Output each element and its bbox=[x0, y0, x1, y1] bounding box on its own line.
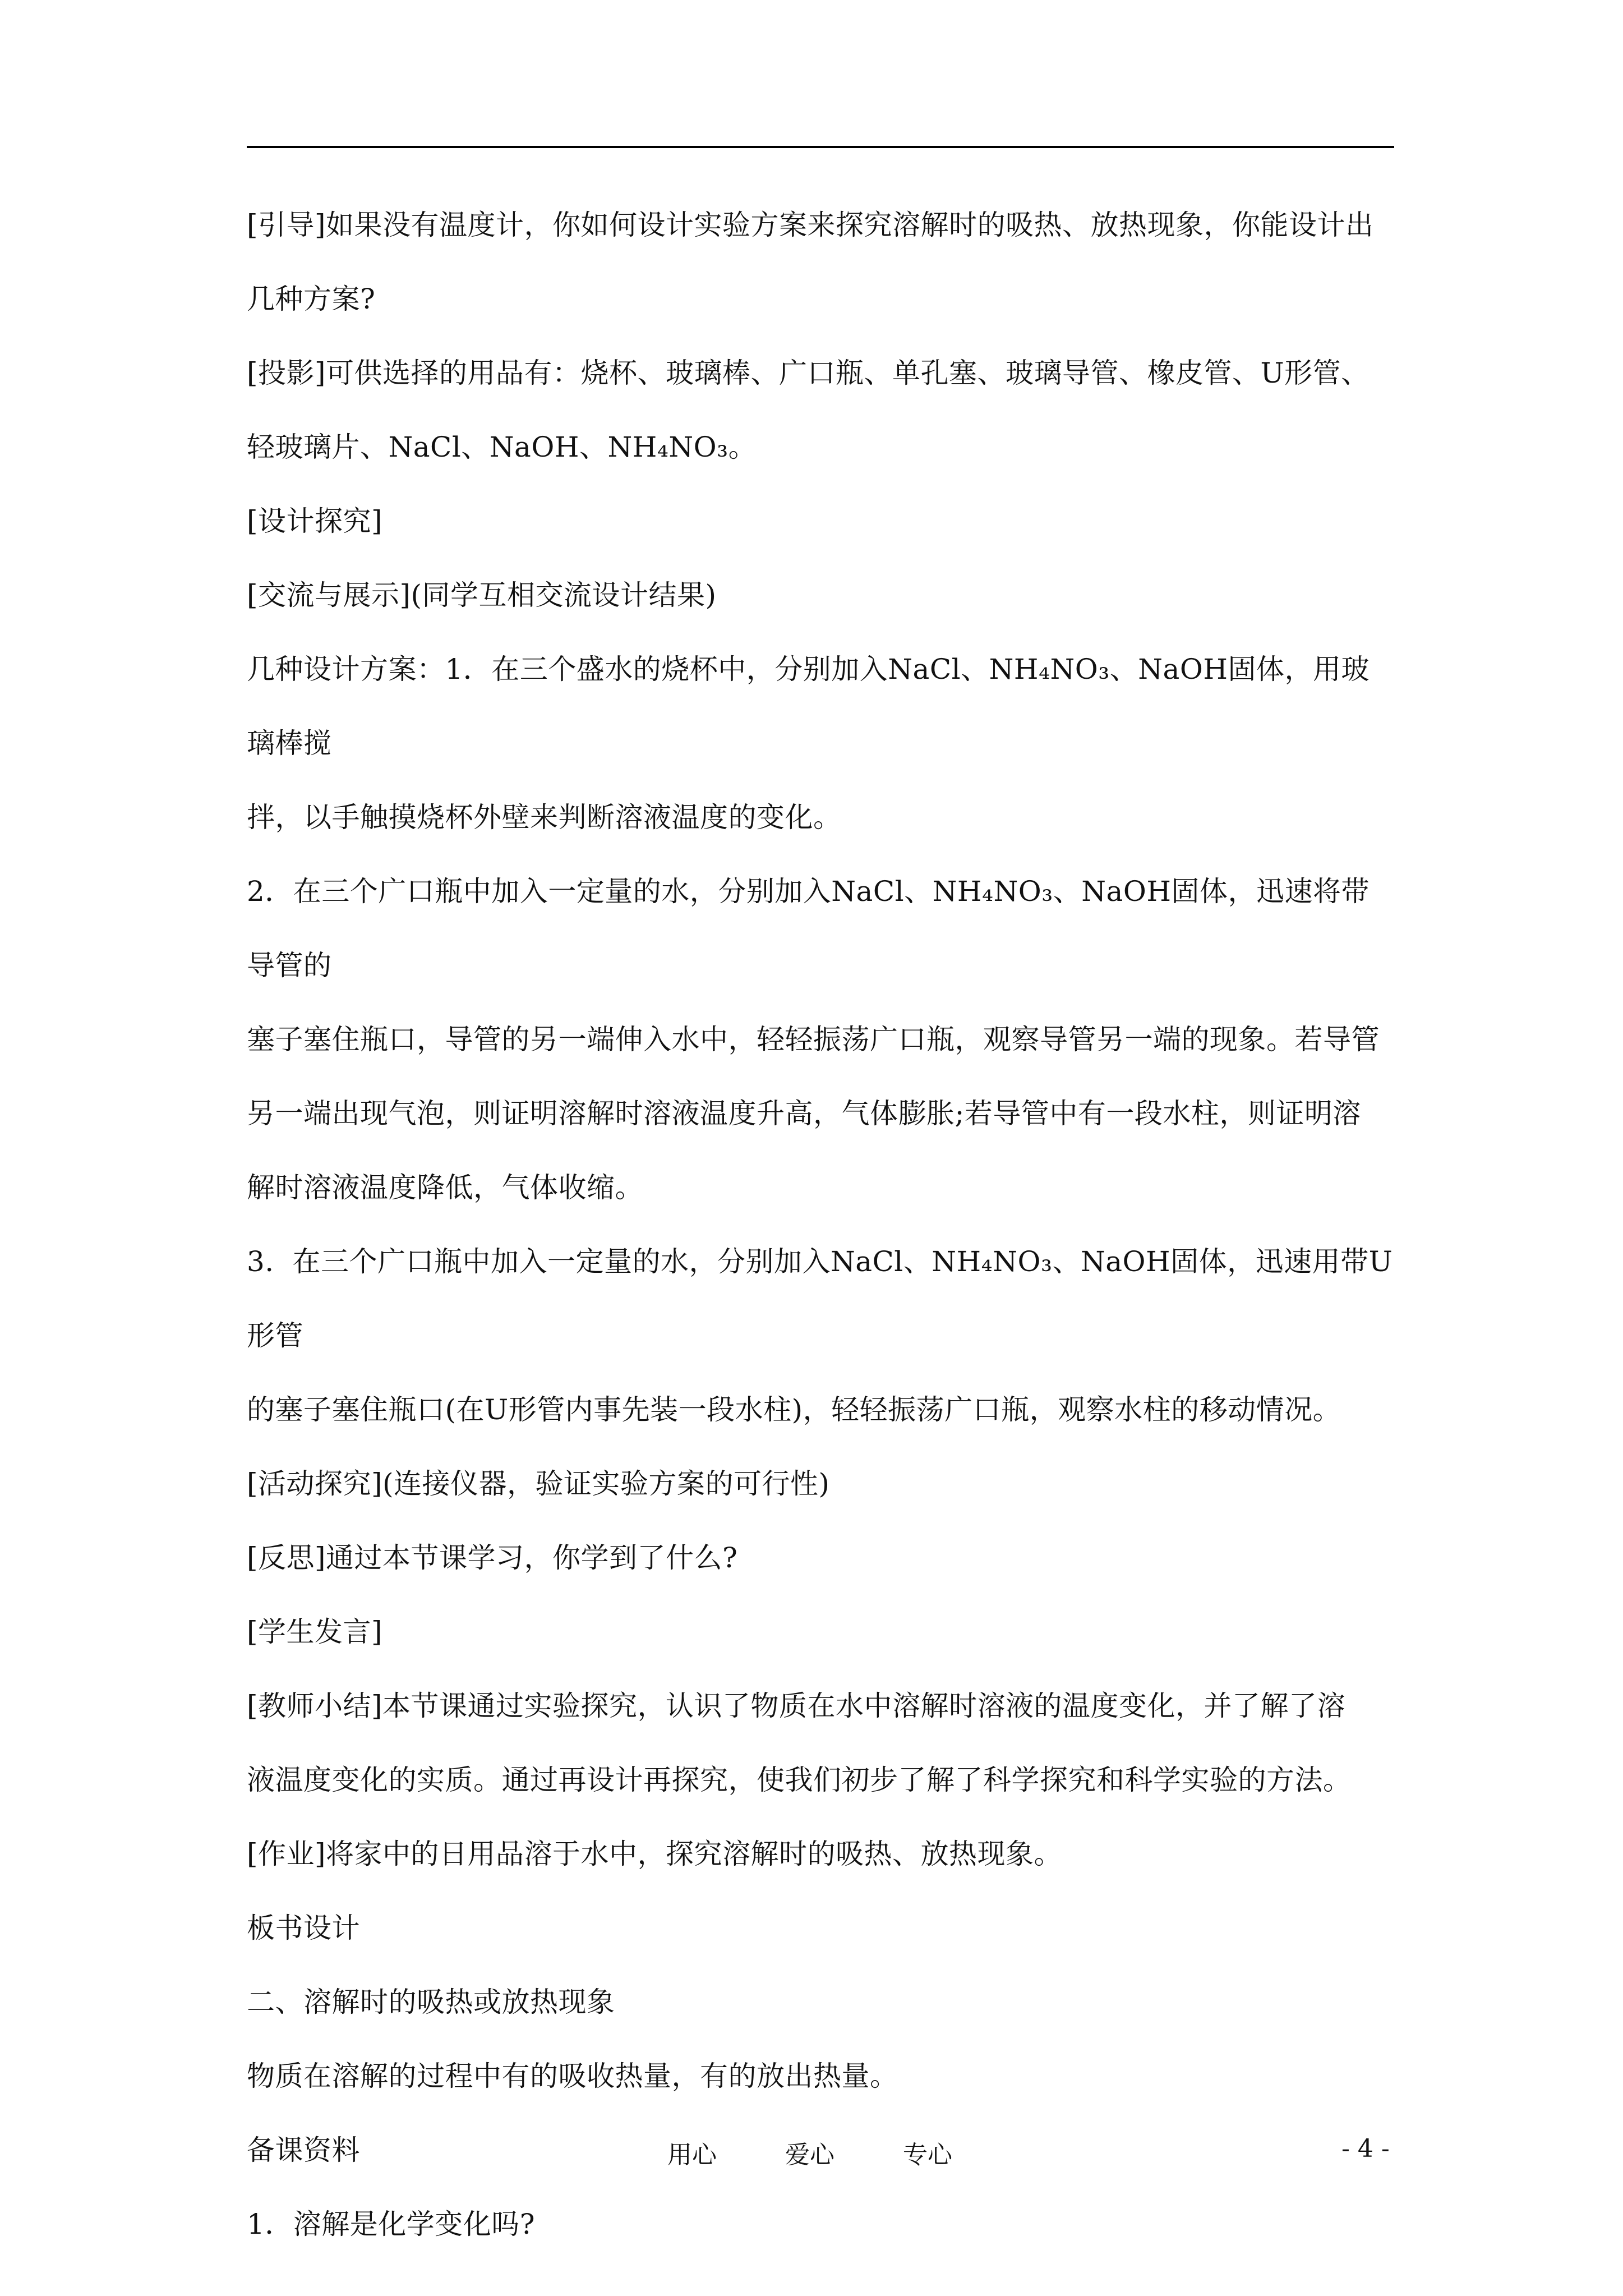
paragraph-line: 轻玻璃片、NaCl、NaOH、NH₄NO₃。 bbox=[247, 431, 757, 463]
section-heading: 板书设计 bbox=[247, 1912, 360, 1944]
paragraph-line: [教师小结]本节课通过实验探究，认识了物质在水中溶解时溶液的温度变化，并了解了溶 bbox=[247, 1690, 1346, 1722]
footer-labels bbox=[667, 2134, 1013, 2170]
paragraph-line: 物质在溶解的过程中有的吸收热量，有的放出热量。 bbox=[247, 2060, 898, 2092]
footer-label: 专心 bbox=[903, 2141, 952, 2169]
paragraph-line: 2．在三个广口瓶中加入一定量的水，分别加入NaCl、NH₄NO₃、NaOH固体，迅速将带导管的 bbox=[247, 875, 1370, 982]
paragraph-line: [学生发言] bbox=[247, 1616, 383, 1648]
document-body bbox=[247, 188, 1396, 2261]
footer-label: 用心 bbox=[667, 2141, 717, 2169]
paragraph-line: 几种设计方案：1．在三个盛水的烧杯中，分别加入NaCl、NH₄NO₃、NaOH固体，用玻璃棒搅 bbox=[247, 653, 1370, 760]
page-number: - 4 - bbox=[1341, 2134, 1390, 2163]
page-footer bbox=[0, 2134, 1623, 2168]
paragraph-line: [反思]通过本节课学习，你学到了什么? bbox=[247, 1542, 738, 1574]
header-rule bbox=[247, 146, 1394, 148]
section-heading: 备课资料 bbox=[247, 2134, 360, 2166]
paragraph-line: [引导]如果没有温度计，你如何设计实验方案来探究溶解时的吸热、放热现象，你能设计出 bbox=[247, 209, 1374, 241]
paragraph-line: 拌，以手触摸烧杯外壁来判断溶液温度的变化。 bbox=[247, 801, 842, 834]
paragraph-line: 液温度变化的实质。通过再设计再探究，使我们初步了解了科学探究和科学实验的方法。 bbox=[247, 1764, 1352, 1796]
paragraph-line: [投影]可供选择的用品有：烧杯、玻璃棒、广口瓶、单孔塞、玻璃导管、橡皮管、U形管、 bbox=[247, 357, 1370, 389]
paragraph-line: [作业]将家中的日用品溶于水中，探究溶解时的吸热、放热现象。 bbox=[247, 1838, 1063, 1870]
footer-label: 爱心 bbox=[785, 2141, 834, 2169]
paragraph-line: 几种方案? bbox=[247, 283, 376, 315]
paragraph-line: 的塞子塞住瓶口(在U形管内事先装一段水柱)，轻轻振荡广口瓶，观察水柱的移动情况。 bbox=[247, 1393, 1341, 1426]
paragraph-line: 3. 在三个广口瓶中加入一定量的水，分别加入NaCl、NH₄NO₃、NaOH固体，迅速用带U形管 bbox=[247, 1245, 1393, 1352]
paragraph-line: 塞子塞住瓶口，导管的另一端伸入水中，轻轻振荡广口瓶，观察导管另一端的现象。若导管 bbox=[247, 1023, 1380, 1056]
paragraph-line: [活动探究](连接仪器，验证实验方案的可行性) bbox=[247, 1467, 830, 1500]
section-heading: 二、溶解时的吸热或放热现象 bbox=[247, 1986, 615, 2018]
paragraph-line: 1．溶解是化学变化吗? bbox=[247, 2208, 536, 2240]
paragraph-line: [交流与展示](同学互相交流设计结果) bbox=[247, 579, 717, 611]
paragraph-line: 解时溶液温度降低，气体收缩。 bbox=[247, 1171, 643, 1204]
paragraph-line: [设计探究] bbox=[247, 505, 383, 537]
paragraph-line: 另一端出现气泡，则证明溶解时溶液温度升高，气体膨胀;若导管中有一段水柱，则证明溶 bbox=[247, 1097, 1361, 1130]
